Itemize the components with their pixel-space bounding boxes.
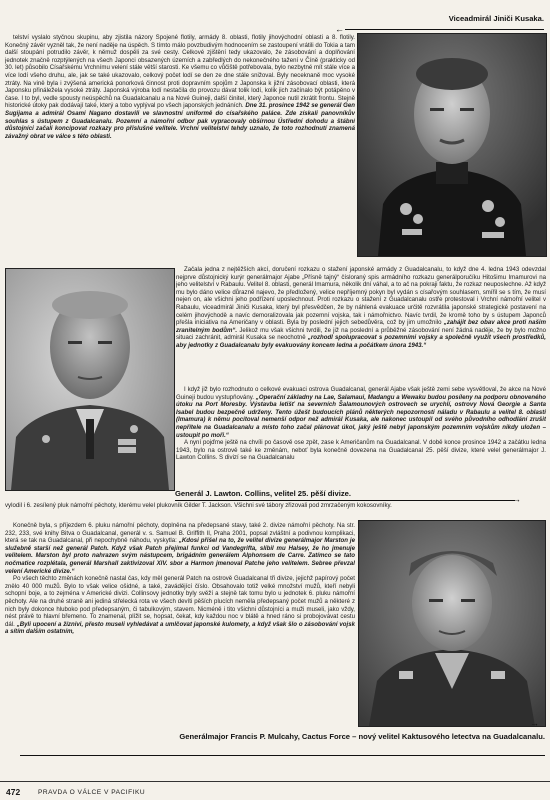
page-number: 472 (6, 787, 21, 797)
text-column-bottom (5, 522, 355, 728)
body-text: telství vyslalo styčnou skupinu, aby zjistila názory Spojené flotily, armády 8. oblasti, flotily jihovýchodní oblasti a 8. flotily. Konečný závěr vyzněl tak, že není naděje na úspěch. S tímto málo povzbudivým hodnocením se zastoupení vrátili do Tokia a tam další stoupání potrudilo závěr, k němuž dospěli za své cesty. Celkové zjištění tedy ukazovalo, že zásobování a doplňování jednotek značně rozptýlených na všech Japonci obsazených územích a zabředlých do nekonečného tažení v Číně (prakticky od 30. let) působilo Císařskému Vrchnímu velení stále větší starosti. Ke všemu co vůčiště potřebovala, bylo nezbytné mít stále více a více lodí všeho druhu, ale, jak se také ukazovalo, celkový počet lodí se den ze dne stále snižoval. Byly neceknaně moc vysoké ztráty. Na vině byla i zvýšená americká ponorková činnost proti dopravním spojům z Japonska k jižní zásobovací oblasti, která Japonsku přináležela vysoké ztráty. Japonská výroba lodí nestačila do provozu dávat tolik lodí, kolik jich začínalo být potápěno v čase. I to byl, vedle spousty neúspěchů na Guadalcanalu a na Nové Guineji, další činitel, který Japonce nutil zkrátit frontu. Stejně historické útoky pak dodávají také, který a tobo vyplýval po všech japonských jednáních. (5, 34, 355, 110)
body-text-italic: „zahájit bez obav akce proti našim zranitelným bodům“. (176, 319, 546, 334)
caption-arrow-icon: ← (335, 24, 344, 34)
photo-mulcahy (358, 520, 546, 727)
caption-kusaka: Viceadmirál Jiniči Kusaka. (448, 14, 544, 23)
caption-arrow-icon: → (512, 494, 521, 504)
body-text: A nyní pojďme ještě na chvíli po časově ose zpět, zase k Američanům na Guadalcanal. V době konce prosince 1942 a začátku ledna 1943, bylo na ostrově také ke změnám, neboť byla konečně dovezena na Guadalcanal 25. pěší divize, které velel generálmajor J. Lawton Collins. S divizí se na Guadalcanalu (176, 439, 546, 462)
body-text: Konečně byla, s příjezdem 6. pluku námořní pěchoty, doplněna na předepsané stavy, také 2. divize námořní pěchoty. Na str. 232, 233, své knihy Bitva o Guadalcanal, generál v. s. Samuel B. Griffith II, Praha 2001, popsal zvláštní a podivnou komplikaci, která se tak na Guadalcanal, při nepochybně náhodu, vyskytla: (5, 522, 355, 545)
body-text-italic: Dne 31. prosince 1942 se generál Gen Sugijama a admirál Osami Nagano dostavili ve slavnostní uniformě do císařského paláce. Zde získali panovníkův souhlas s ústupem z Guadalcanalu. Pozemní a námořní odbor pak vypracovaly obšírnou Ústřední dohodu a štábní důstojníci začali koncipovat rozkazy pro příslušné velitele. Vrchní velitelství tehdy uznalo, že toto rozhodnutí znamená závažný obrat ve válce s této oblasti. (5, 102, 355, 140)
page-footer (0, 781, 550, 800)
body-text: Začala jedna z nejtěžších akcí, doručení rozkazu o stažení japonské armády z Guadalcanalu, to když dne 4. ledna 1943 odevzdal nejprve důstojnický kurýr generálmajor Ajabe „Přísně tajný“ čísloraný spis armádního rozkazu generálporučíku Hitošimu Imamurovi na jeho velitelství v Rabaulu. Velitel 8. oblasti, generál Imamura, několik dní váhal, a to ač na pokraji faktu, že rozkaz neuposlechne. Až když mu bylo dáno velice důrazně najevo, že předložený, velice nepříjemný pokyn byl vydán s císařovým souhlasem, smířil se s tím, že musí nejen on, ale všichni jeho podřízení uposlechnout. Proti rozkazu o stažení z Guadalcanalu ostře protestoval i Vrchní námořní velitel v Rabaulu, viceadmirál Jiniči Kusaka, který byl přesvědčen, že by náhlená evakuace určitě rozvrátila japonské strategické postavení na celém jihovýchodě a navíc demoralizovala jak pozemní vojska, tak i námořnictvo. Navíc tvrdil, že kromě toho by s ústupem Japonců přešla iniciativa na Američany v oblasti. Byla by poslední jejich sebedůvěra, což by jim umožnilo (176, 266, 546, 327)
text-column-middle (176, 266, 546, 382)
text-full-width (5, 502, 545, 519)
caption-mulcahy: Generálmajor Francis P. Mulcahy, Cactus Force – nový velitel Kaktusového letectva na Guadalcanalu. (179, 732, 545, 741)
text-column-middle-2 (176, 386, 546, 487)
caption-rule (175, 500, 515, 501)
photo-kusaka (357, 33, 547, 257)
body-text: Po všech těchto změnách konečně nastal čas, kdy měl generál Patch na ostrově Guadalcanal tři divize, jejichž papírový počet znělo 40 000 mužů. Bylo to však velice ošidné, a také, zavádějící číslo. Obsahovalo totiž velké množství mužů, kteří nebyli schopní boje, a to zejména v Americké divizi. Collinsovy jednotky byly svěží a stejně tak tomu bylo u jednotek 6. pluku námořní pěchoty. Ale na druhé straně ani jediná střelecká rota ve všech devíti pěších plucích neměla předepsaný počet mužů a některé z nich byly dokonce hluboko pod předepsaným, či tabulkovým, stavem. Nicméně i tito všichni důstojníci a muži museli, jako vždy, nést právě to hlavní břemeno. To znamenal, plížit se, hopsat, čekat, kdy každou noc v blátě a hned ráno si probojovávat cestu dál. (5, 575, 355, 628)
running-title: PRAVDA O VÁLCE V PACIFIKU (38, 789, 146, 796)
body-text: vylodil i 6. zesílený pluk námořní pěchoty, kterému velel plukovník Gilder T. Jackson. Všichni své tábory zřizovali pod zmrzačeným kokosovníky. (5, 502, 392, 509)
body-text-italic: „rozhodl spolupracovat s pozemními vojsky a společně využít všech prostředků, aby jednotky z Guadalcanalu byly evakuovány koncem ledna a počátkem února 1943.“ (176, 334, 546, 349)
text-column-top (5, 34, 355, 266)
body-text: I když již bylo rozhodnuto o celkové evakuaci ostrova Guadalcanal, generál Ajabe však ještě zemi sebe vysvětloval, že akce na Nové Guineji budou vystupňovány. (176, 386, 546, 401)
photo-collins (5, 268, 175, 491)
caption-arrow-icon: → (530, 718, 539, 728)
body-text-italic: „Operační základny na Lae, Salamaui, Madangu a Wewaku budou posíleny na podporu obnoveného útoku na Port Moresby. Výstavba letišť na severních Šalamounových ostrovech se urychlí, ostrovy Nová Georgie a Santa Isabel budou bezpečně udrženy. Tento úžešt budoucích plánů některých nepozornosti náladu v Rabaulu a velitel 8. oblasti (Imamura) k němu pocítoval nemenší odpor než admirál Kusaka, ale nakonec ustoupil od svého původního odhodlání zrušit nepřítele na Guadalcanalu a místo toho začal plánovat úkol, jaký ještě nebyl japonským pozemním vojskům nikdy uložen – ustoupit po moři.“ (176, 393, 546, 439)
caption-rule (20, 755, 545, 756)
caption-rule (345, 29, 544, 30)
body-text-italic: „Byli upocení a žíznivi, přesto museli vyhledávat a umlčovat japonské kulomety, a když však šlo o zásobování vojsk a sítím dalším ostatním, (5, 620, 355, 636)
body-text-italic: „Kdosi přišel na to, že velitel divize generálmajor Marston je služebně starší než generál Patch. Když však Patch přejímal funkci od Vandegrifta, slíbil mu Halsey, že ho jmenuje velitelem. Marston byl proto nahrazen svým nástupcem, brigádním generálem Alphonsem de Carre. Zatímco se tato nočmatice rozplétala, generál Marshall zaktivizoval XIV. sbor a Harmon jmenoval Patche jeho velitelem. Sebree převzal velení Americké divize.“ (5, 537, 355, 575)
caption-collins: Generál J. Lawton. Collins, velitel 25. pěší divize. (175, 489, 351, 498)
body-text: Jelikož mu však všichni tvrdili, že již na poslední a průběžné zásobování není žádná naděje, že by bylo možno situaci zachránit, admirál Kusaka se neochotně (176, 326, 546, 342)
